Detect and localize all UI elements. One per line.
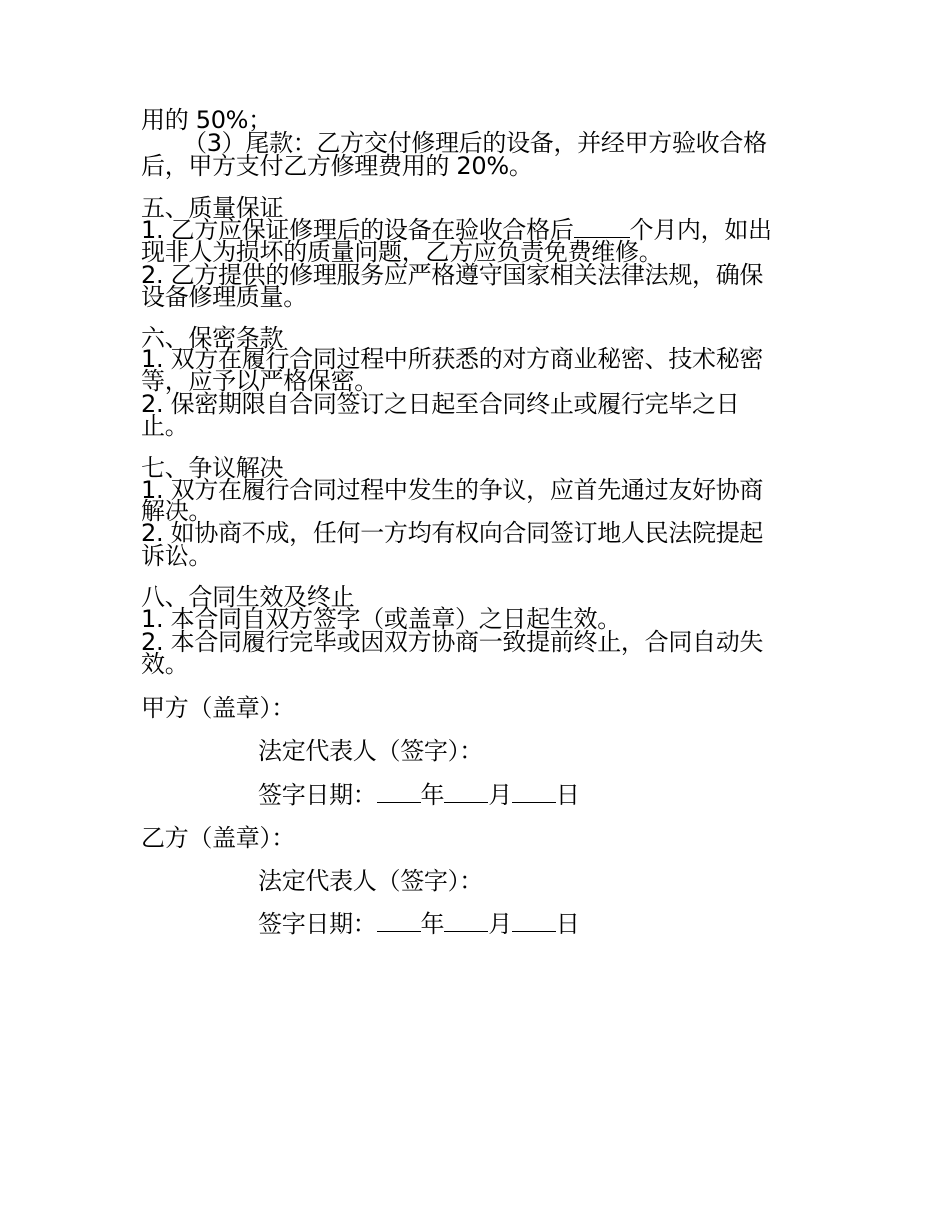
party-a-day-blank xyxy=(512,782,556,803)
dispute-item-1-line-2: 解决。 xyxy=(141,497,213,525)
party-b-day-blank xyxy=(512,911,556,932)
party-a-year-label: 年 xyxy=(420,781,445,809)
dispute-item-2-line-2: 诉讼。 xyxy=(141,542,213,570)
confidentiality-item-2-line-2: 止。 xyxy=(141,412,189,440)
party-b-day-label: 日 xyxy=(555,910,580,938)
dispute-item-2-line-1: 2. 如协商不成，任何一方均有权向合同签订地人民法院提起 xyxy=(141,519,764,547)
party-a-month-label: 月 xyxy=(488,781,512,809)
quality-item-1-text-a: 1. 乙方应保证修理后的设备在验收合格后 xyxy=(141,216,574,244)
party-a-rep-label: 法定代表人（签字）： xyxy=(258,737,483,765)
dispute-item-1-line-1: 1. 双方在履行合同过程中发生的争议，应首先通过友好协商 xyxy=(141,476,764,504)
party-b-year-label: 年 xyxy=(420,910,445,938)
confidentiality-item-2-line-1: 2. 保密期限自合同签订之日起至合同终止或履行完毕之日 xyxy=(141,390,740,418)
party-a-date-line xyxy=(258,781,580,809)
section-heading-effect: 八、合同生效及终止 xyxy=(141,583,355,611)
balance-payment-line-2: 后，甲方支付乙方修理费用的 20%。 xyxy=(141,152,533,180)
balance-payment-line-1: （3）尾款：乙方交付修理后的设备，并经甲方验收合格 xyxy=(183,129,767,157)
quality-item-1-text-b: 个月内，如出 xyxy=(629,216,772,244)
party-b-year-blank xyxy=(377,911,421,932)
quality-item-1-line-2: 现非人为损坏的质量问题，乙方应负责免费维修。 xyxy=(141,238,663,266)
party-b-date-line xyxy=(258,910,580,938)
effect-item-2-line-2: 效。 xyxy=(141,650,189,678)
party-a-month-blank xyxy=(444,782,488,803)
effect-item-1-line-1: 1. 本合同自双方签字（或盖章）之日起生效。 xyxy=(141,605,621,633)
section-heading-dispute: 七、争议解决 xyxy=(141,454,284,482)
party-a-day-label: 日 xyxy=(555,781,580,809)
effect-item-2-line-1: 2. 本合同履行完毕或因双方协商一致提前终止，合同自动失 xyxy=(141,628,764,656)
party-b-month-blank xyxy=(444,911,488,932)
quality-item-2-line-1: 2. 乙方提供的修理服务应严格遵守国家相关法律法规，确保 xyxy=(141,261,764,289)
confidentiality-item-1-line-1: 1. 双方在履行合同过程中所获悉的对方商业秘密、技术秘密 xyxy=(141,345,764,373)
party-b-date-label: 签字日期： xyxy=(258,910,377,938)
months-blank xyxy=(574,217,630,238)
party-a-date-label: 签字日期： xyxy=(258,781,377,809)
section-heading-confidentiality: 六、保密条款 xyxy=(141,324,284,352)
party-b-rep-label: 法定代表人（签字）： xyxy=(258,867,483,895)
payment-line: 用的 50%； xyxy=(141,106,272,134)
quality-item-2-line-2: 设备修理质量。 xyxy=(141,283,307,311)
party-a-year-blank xyxy=(377,782,421,803)
party-b-month-label: 月 xyxy=(488,910,512,938)
confidentiality-item-1-line-2: 等，应予以严格保密。 xyxy=(141,367,378,395)
section-heading-quality: 五、质量保证 xyxy=(141,194,284,222)
party-a-seal-label: 甲方（盖章）： xyxy=(141,694,295,722)
party-b-seal-label: 乙方（盖章）： xyxy=(141,824,295,852)
